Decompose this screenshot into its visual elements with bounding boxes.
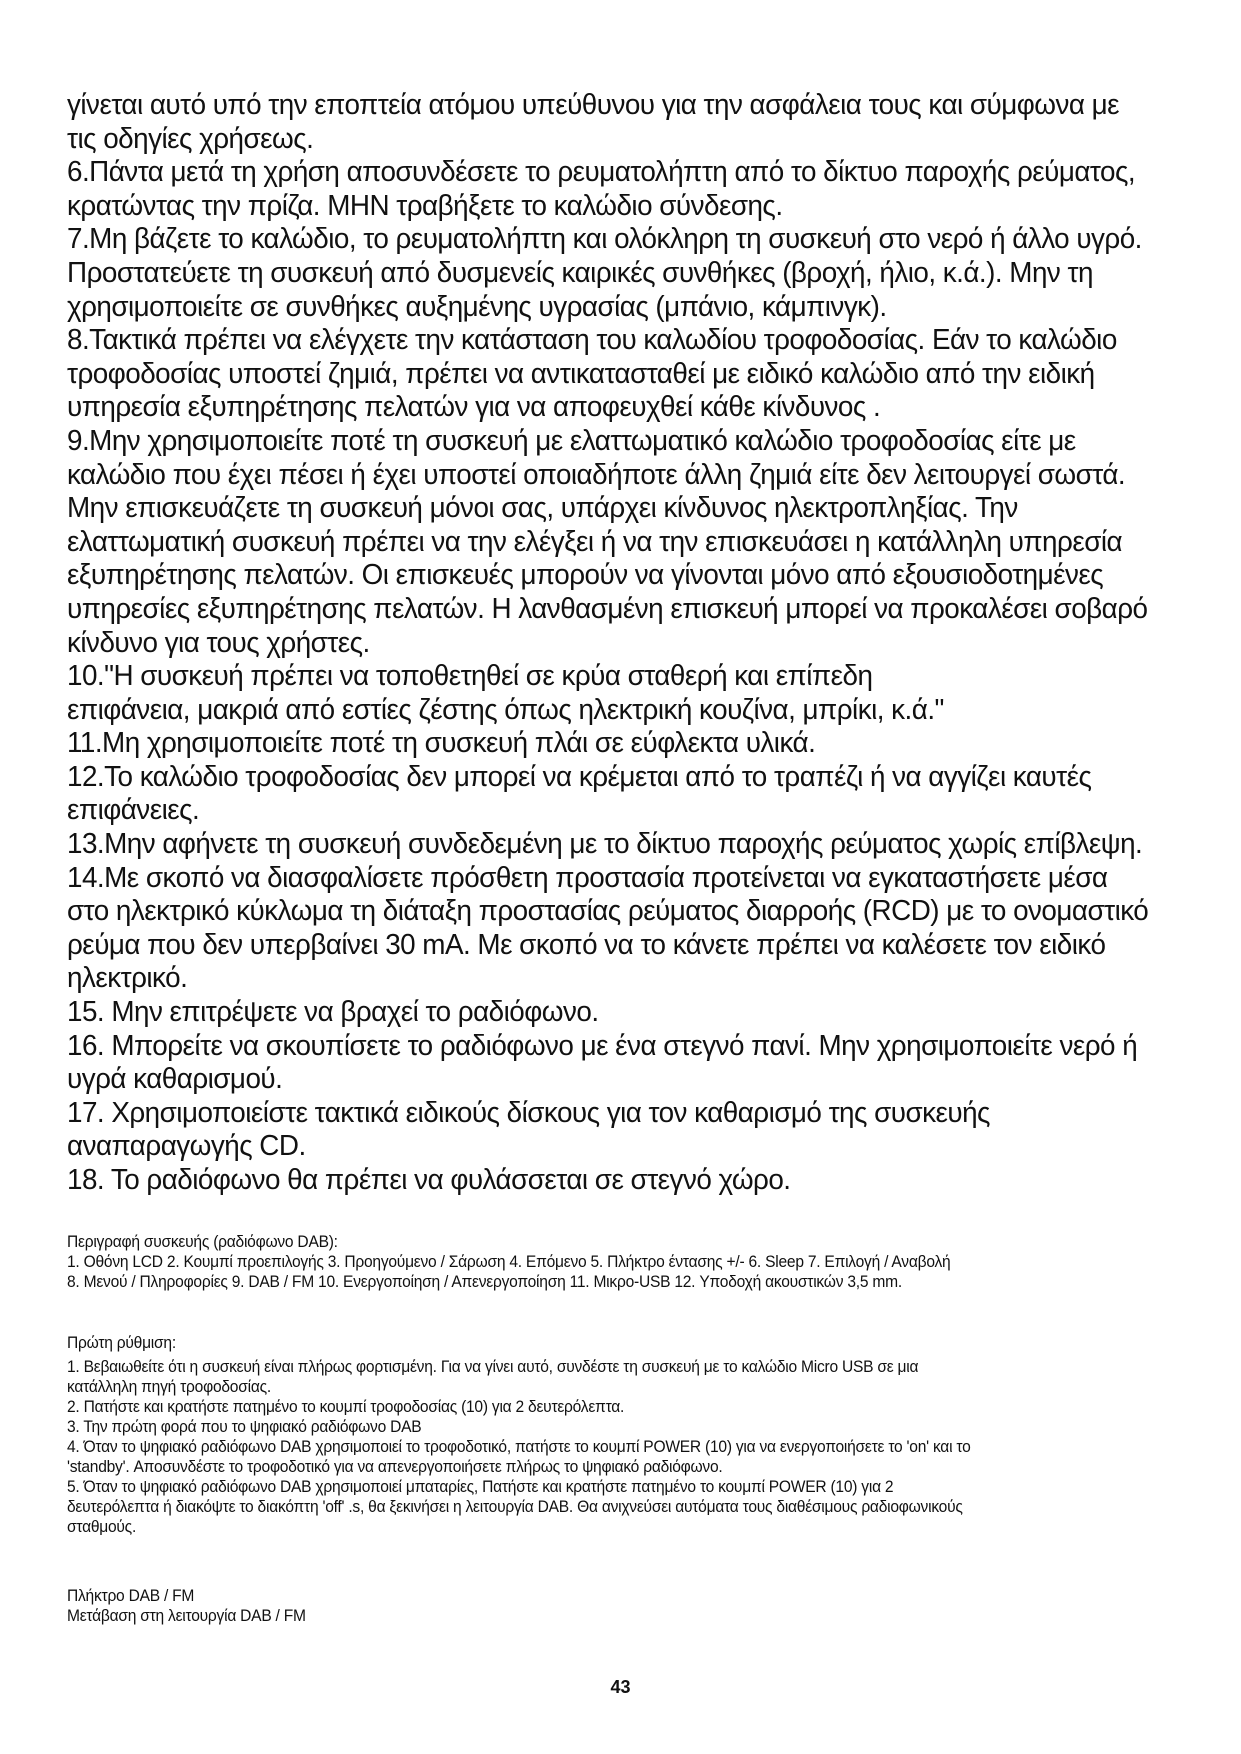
safety-item-10: 10."Η συσκευή πρέπει να τοποθετηθεί σε κρύα σταθερή και επίπεδη επιφάνεια, μακριά από εστίες ζέστης όπως ηλεκτρική κουζίνα, μπρίκι, κ.ά.": [67, 660, 944, 726]
safety-item-7: 7.Μη βάζετε το καλώδιο, το ρευματολήπτη και ολόκληρη τη συσκευή στο νερό ή άλλο υγρό. Προστατεύετε τη συσκευή από δυσμενείς καιρικές συνθήκες (βροχή, ήλιο, κ.ά.). Μην τη χρησιμοποιείτε σε συνθήκες αυξημένης υγρασίας (μπάνιο, κάμπινγκ).: [67, 223, 1142, 323]
section-heading: Πρώτη ρύθμιση:: [67, 1334, 176, 1352]
safety-item-15: 15. Μην επιτρέψετε να βραχεί το ραδιόφωνο.: [67, 996, 599, 1029]
setup-step-2: 2. Πατήστε και κρατήστε πατημένο το κουμπί τροφοδοσίας (10) για 2 δευτερόλεπτα.: [67, 1398, 625, 1416]
dab-fm-key: [67, 1586, 1141, 1626]
safety-item-continued: γίνεται αυτό υπό την εποπτεία ατόμου υπεύθυνου για την ασφάλεια τους και σύμφωνα με τις οδηγίες χρήσεως.: [67, 89, 1120, 155]
safety-item-9: 9.Μην χρησιμοποιείτε ποτέ τη συσκευή με ελαττωματικό καλώδιο τροφοδοσίας είτε με καλώδιο που έχει πέσει ή έχει υποστεί οποιαδήποτε άλλη ζημιά είτε δεν λειτουργεί σωστά. Μην επισκευάζετε τη συσκευή μόνοι σας, υπάρχει κίνδυνος ηλεκτροπληξίας. Την ελαττωματική συσκευή πρέπει να την ελέγξει ή να την επισκευάσει η κατάλληλη υπηρεσία εξυπηρέτησης πελατών. Οι επισκευές μπορούν να γίνονται μόνο από εξουσιοδοτημένες υπηρεσίες εξυπηρέτησης πελατών. Η λανθασμένη επισκευή μπορεί να προκαλέσει σοβαρό κίνδυνο για τους χρήστες.: [67, 424, 1148, 659]
parts-list-line: 1. Οθόνη LCD 2. Κουμπί προεπιλογής 3. Προηγούμενο / Σάρωση 4. Επόμενο 5. Πλήκτρο έντασης +/- 6. Sleep 7. Επιλογή / Αναβολή: [67, 1253, 951, 1271]
safety-item-18: 18. Το ραδιόφωνο θα πρέπει να φυλάσσεται σε στεγνό χώρο.: [67, 1164, 791, 1196]
first-setup: [67, 1333, 1141, 1537]
section-heading: Πλήκτρο DAB / FM: [67, 1587, 195, 1605]
dab-fm-key-description: Μετάβαση στη λειτουργία DAB / FM: [67, 1607, 306, 1625]
setup-step-4: 4. Όταν το ψηφιακό ραδιόφωνο DAB χρησιμοποιεί το τροφοδοτικό, πατήστε το κουμπί POWER (10) για να ενεργοποιήσετε το 'on' και το 'standby'. Αποσυνδέστε το τροφοδοτικό για να απενεργοποιήσετε πλήρως το ψηφιακό ραδιόφωνο.: [67, 1438, 971, 1476]
setup-step-5: 5. Όταν το ψηφιακό ραδιόφωνο DAB χρησιμοποιεί μπαταρίες, Πατήστε και κρατήστε πατημένο το κουμπί POWER (10) για 2 δευτερόλεπτα ή διακόψτε το διακόπτη 'off' .s, θα ξεκινήσει η λειτουργία DAB. Θα ανιχνεύσει αυτόματα τους διαθέσιμους ραδιοφωνικούς σταθμούς.: [67, 1478, 963, 1536]
setup-step-1: 1. Βεβαιωθείτε ότι η συσκευή είναι πλήρως φορτισμένη. Για να γίνει αυτό, συνδέστε τη συσκευή με το καλώδιο Micro USB σε μια κατάλληλη πηγή τροφοδοσίας.: [67, 1358, 919, 1396]
parts-list-line: 8. Μενού / Πληροφορίες 9. DAB / FM 10. Ενεργοποίηση / Απενεργοποίηση 11. Μικρο-USB 12. Υποδοχή ακουστικών 3,5 mm.: [67, 1273, 902, 1291]
setup-step-3: 3. Την πρώτη φορά που το ψηφιακό ραδιόφωνο DAB: [67, 1418, 422, 1436]
safety-item-6: 6.Πάντα μετά τη χρήση αποσυνδέσετε το ρευματολήπτη από το δίκτυο παροχής ρεύματος, κρατώντας την πρίζα. ΜΗΝ τραβήξετε το καλώδιο σύνδεσης.: [67, 156, 1136, 222]
safety-item-8: 8.Τακτικά πρέπει να ελέγχετε την κατάσταση του καλωδίου τροφοδοσίας. Εάν το καλώδιο τροφοδοσίας υποστεί ζημιά, πρέπει να αντικατασταθεί με ειδικό καλώδιο από την ειδική υπηρεσία εξυπηρέτησης πελατών για να αποφευχθεί κάθε κίνδυνος .: [67, 324, 1117, 424]
section-heading: Περιγραφή συσκευής (ραδιόφωνο DAB):: [67, 1233, 338, 1251]
page-number: 43: [610, 1677, 631, 1697]
safety-item-16: 16. Μπορείτε να σκουπίσετε το ραδιόφωνο με ένα στεγνό πανί. Μην χρησιμοποιείτε νερό ή υγρά καθαρισμού.: [67, 1029, 1138, 1096]
safety-item-13: 13.Μην αφήνετε τη συσκευή συνδεδεμένη με το δίκτυο παροχής ρεύματος χωρίς επίβλεψη.: [67, 828, 1143, 861]
safety-item-12: 12.Το καλώδιο τροφοδοσίας δεν μπορεί να κρέμεται από το τραπέζι ή να αγγίζει καυτές επιφάνειες.: [67, 760, 1092, 827]
device-description: [67, 1232, 1141, 1292]
safety-item-17: 17. Χρησιμοποιείστε τακτικά ειδικούς δίσκους για τον καθαρισμό της συσκευής αναπαραγωγής CD.: [67, 1096, 990, 1163]
safety-instructions: [67, 89, 1152, 1198]
safety-item-11: 11.Μη χρησιμοποιείτε ποτέ τη συσκευή πλάι σε εύφλεκτα υλικά.: [67, 727, 816, 760]
safety-item-14: 14.Με σκοπό να διασφαλίσετε πρόσθετη προστασία προτείνεται να εγκαταστήσετε μέσα στο ηλεκτρικό κύκλωμα τη διάταξη προστασίας ρεύματος διαρροής (RCD) με το ονομαστικό ρεύμα που δεν υπερβαίνει 30 mA. Με σκοπό να το κάνετε πρέπει να καλέσετε τον ειδικό ηλεκτρικό.: [67, 861, 1149, 995]
